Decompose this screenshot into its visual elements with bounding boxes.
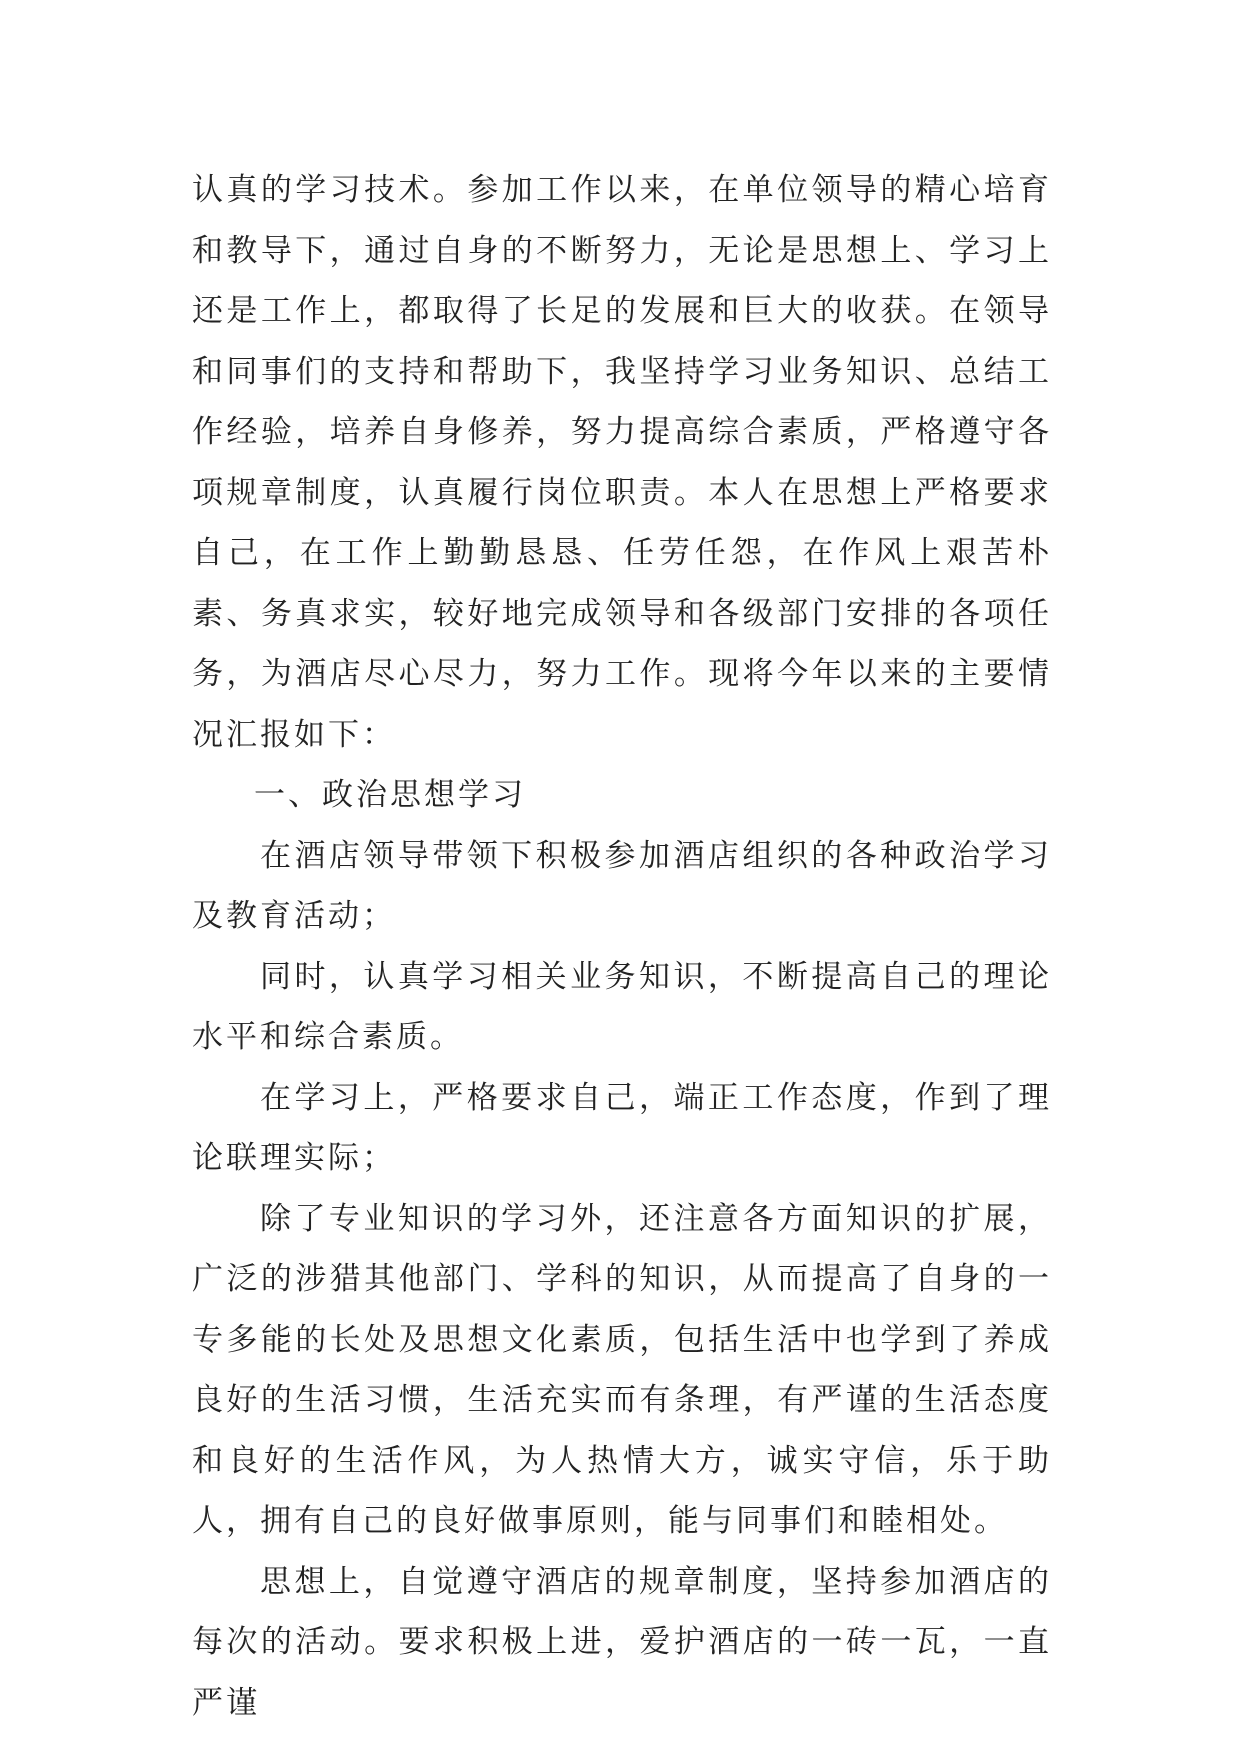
- paragraph-business-knowledge: 同时，认真学习相关业务知识，不断提高自己的理论水平和综合素质。: [192, 958, 1052, 1055]
- paragraph-political-activities: 在酒店领导带领下积极参加酒店组织的各种政治学习及教育活动；: [192, 837, 1052, 934]
- paragraph-study-attitude: 在学习上，严格要求自己，端正工作态度，作到了理论联理实际；: [192, 1079, 1052, 1176]
- section-heading-political-study: 一、政治思想学习: [254, 777, 526, 813]
- paragraph-intro: 认真的学习技术。参加工作以来，在单位领导的精心培育和教导下，通过自身的不断努力，无论是思想上、学习上还是工作上，都取得了长足的发展和巨大的收获。在领导和同事们的支持和帮助下，我坚持学习业务知识、总结工作经验，培养自身修养，努力提高综合素质，严格遵守各项规章制度，认真履行岗位职责。本人在思想上严格要求自己，在工作上勤勤恳恳、任劳任怨，在作风上艰苦朴素、务真求实，较好地完成领导和各级部门安排的各项任务，为酒店尽心尽力，努力工作。现将今年以来的主要情况汇报如下：: [192, 172, 1052, 753]
- document-body: [192, 160, 1052, 1733]
- paragraph-ideology: 思想上，自觉遵守酒店的规章制度，坚持参加酒店的每次的活动。要求积极上进，爱护酒店的一砖一瓦，一直严谨: [192, 1563, 1052, 1721]
- paragraph-knowledge-expansion: 除了专业知识的学习外，还注意各方面知识的扩展，广泛的涉猎其他部门、学科的知识，从而提高了自身的一专多能的长处及思想文化素质，包括生活中也学到了养成良好的生活习惯，生活充实而有条理，有严谨的生活态度和良好的生活作风，为人热情大方，诚实守信，乐于助人，拥有自己的良好做事原则，能与同事们和睦相处。: [192, 1200, 1052, 1539]
